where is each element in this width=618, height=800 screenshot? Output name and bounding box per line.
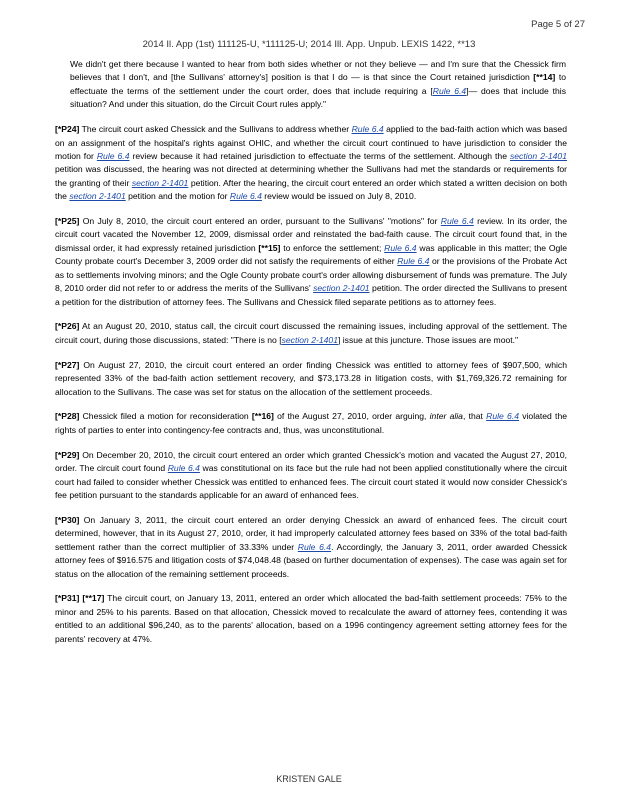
body-text: review. In its order, the circuit court vacated the November 12, 2009, dismissal order and reinstated the bad-faith cause. The circuit court found that, in the dismissal order, it had expressly retained jurisdiction xyxy=(55,216,567,253)
body-text: petition. After the hearing, the circuit court entered an order which stated a written decision on both the xyxy=(55,177,567,202)
paragraph-reference: [*P26] xyxy=(55,321,80,332)
citation-link[interactable]: section 2-1401 xyxy=(131,177,189,188)
paragraph xyxy=(55,449,567,503)
citation-link[interactable]: Rule 6.4 xyxy=(229,191,262,202)
document-body xyxy=(55,58,567,658)
citation-link[interactable]: section 2-1401 xyxy=(509,150,567,161)
body-text: or the provisions of the Probate Act as to settlements involving minors; and the Ogle County probate court's order allowing disbursement of funds was premature. The July 8, 2010 order did not refer to or address the merits of the Sullivans' xyxy=(55,256,567,294)
body-text: On August 27, 2010, the circuit court entered an order finding Chessick was entitled to attorney fees of $907,500, which represented 33% of the bad-faith action settlement recovery, and $73,173.28 in litigation costs, with $1,769,326.72 remaining for allocation to the Sullivans. The case was set for status on the allocation of the settlement proceeds. xyxy=(55,359,567,397)
citation-link[interactable]: section 2-1401 xyxy=(313,283,370,294)
paragraph xyxy=(55,592,567,646)
body-text: of the August 27, 2010, order arguing, xyxy=(273,411,430,422)
body-text: On July 8, 2010, the circuit court entered an order, pursuant to the Sullivans' "motions" for xyxy=(79,216,441,227)
body-text: The circuit court asked Chessick and the Sullivans to address whether xyxy=(79,124,352,135)
paragraph xyxy=(55,410,567,437)
body-text: On January 3, 2011, the circuit court entered an order denying Chessick an award of enhanced fees. The circuit court determined, however, that in its August 27, 2010, order, it had improperly calculated attorney fees based on 33% of the total bad-faith settlement rather than the correct multiplier of 33.33% under xyxy=(55,514,567,552)
body-text: ] issue at this juncture. Those issues are moot." xyxy=(337,334,519,345)
body-text: Chessick filed a motion for reconsideration xyxy=(79,411,252,422)
paragraph xyxy=(55,514,567,581)
page-number: Page 5 of 27 xyxy=(531,19,585,30)
citation-link[interactable]: section 2-1401 xyxy=(69,191,126,202)
body-text: . Accordingly, the January 3, 2011, order awarded Chessick attorney fees of $916.575 and litigation costs of $74,048.48 (based on further documentation of expenses). The case was again set for status on the allocation of the remaining settlement proceeds. xyxy=(55,541,567,579)
paragraph-reference: [**16] xyxy=(251,411,274,422)
citation-link[interactable]: Rule 6.4 xyxy=(384,242,417,253)
citation-link[interactable]: Rule 6.4 xyxy=(432,85,467,96)
paragraph xyxy=(55,359,567,399)
paragraph-reference: [*P29] xyxy=(55,449,80,460)
body-text: applied to the bad-faith action which was based on an assignment of the hospital's rights against OHIC, and whether the circuit court continued to have jurisdiction to consider the motion for xyxy=(55,124,567,161)
paragraph xyxy=(55,215,567,309)
paragraph-reference: [*P24] xyxy=(55,124,80,135)
footer-name: KRISTEN GALE xyxy=(276,774,342,784)
running-header: 2014 Il. App (1st) 111125-U, *111125-U; 2014 Ill. App. Unpub. LEXIS 1422, **13 xyxy=(142,39,476,50)
paragraph-reference: [*P28] xyxy=(55,411,80,422)
paragraph-reference: [**14] xyxy=(533,72,556,83)
body-text: violated the rights of parties to enter into contingency-fee contracts and, thus, was unconstitutional. xyxy=(55,411,567,435)
body-text: petition and the motion for xyxy=(125,191,230,202)
paragraph-reference: [*P31] xyxy=(55,593,80,604)
body-text: At an August 20, 2010, status call, the circuit court discussed the remaining issues, including approval of the settlement. The circuit court, during those discussions, stated: "There is no [ xyxy=(55,321,567,345)
paragraph xyxy=(55,123,567,203)
paragraph-reference: [**15] xyxy=(258,242,281,253)
body-text: On December 20, 2010, the circuit court entered an order which granted Chessick's motion and vacated the August 27, 2010, order. The circuit court found xyxy=(55,449,567,474)
body-text: , that xyxy=(462,411,487,422)
body-text: The circuit court, on January 13, 2011, entered an order which allocated the bad-faith settlement proceeds: 75% to the minor and 25% to his parents. Based on that allocation, Chessick moved to recalculate the award of attorney fees, contending it was entitled to an additional $96,240, as to the parents' allocation, based on a 1996 contingency agreement setting attorney fees for the parents' recovery at 47%. xyxy=(55,593,567,644)
body-text: We didn't get there because I wanted to hear from both sides whether or not they believe — and I'm sure that the Chessick firm believes that I don't, and [the Sullivans' attorney's] position is that I do — is that since the Court retained jurisdiction xyxy=(70,59,566,83)
paragraph-reference: [*P27] xyxy=(55,359,80,370)
italic-text: inter alia xyxy=(429,411,463,422)
citation-link[interactable]: Rule 6.4 xyxy=(440,216,474,227)
citation-link[interactable]: Rule 6.4 xyxy=(167,463,200,474)
paragraph-list xyxy=(55,123,567,646)
body-text: review because it had retained jurisdiction to effectuate the terms of the settlement. Although the xyxy=(129,150,510,161)
body-text: petition. The order directed the Sullivans to present a petition for the distribution of attorney fees. The Sullivans and Chessick filed separate petitions as to attorney fees. xyxy=(55,283,567,307)
body-text: petition was discussed, the hearing was not directed at determining whether the Sullivans had met the standards or requirements for the granting of their xyxy=(55,164,567,188)
citation-link[interactable]: section 2-1401 xyxy=(281,334,338,345)
paragraph-reference: [**17] xyxy=(82,593,105,604)
body-text: to effectuate the terms of the settlement under the court order, does that include requiring a [ xyxy=(70,72,566,96)
body-text: ]— does that include this situation? And under this situation, do the Circuit Court rules apply." xyxy=(70,85,566,110)
paragraph-reference: [*P30] xyxy=(55,514,80,525)
paragraph xyxy=(55,320,567,347)
body-text: was constitutional on its face but the rule had not been applied constitutionally where the circuit court had failed to consider whether Chessick was entitled to enhanced fees. The circuit court stated it would now consider Chessick's fee petition pursuant to the standards applicable for an award of enhanced fees. xyxy=(55,463,567,500)
body-text: was applicable in this matter; the Ogle County probate court's December 3, 2009 order did not satisfy the requirements of either xyxy=(55,242,567,267)
body-text: review would be issued on July 8, 2010. xyxy=(261,191,417,202)
citation-link[interactable]: Rule 6.4 xyxy=(486,411,519,422)
body-text: to enforce the settlement; xyxy=(280,242,385,253)
block-quote xyxy=(70,58,566,112)
citation-link[interactable]: Rule 6.4 xyxy=(297,541,332,552)
citation-link[interactable]: Rule 6.4 xyxy=(96,150,130,161)
citation-link[interactable]: Rule 6.4 xyxy=(351,124,384,135)
citation-link[interactable]: Rule 6.4 xyxy=(397,256,430,267)
paragraph-reference: [*P25] xyxy=(55,216,80,227)
